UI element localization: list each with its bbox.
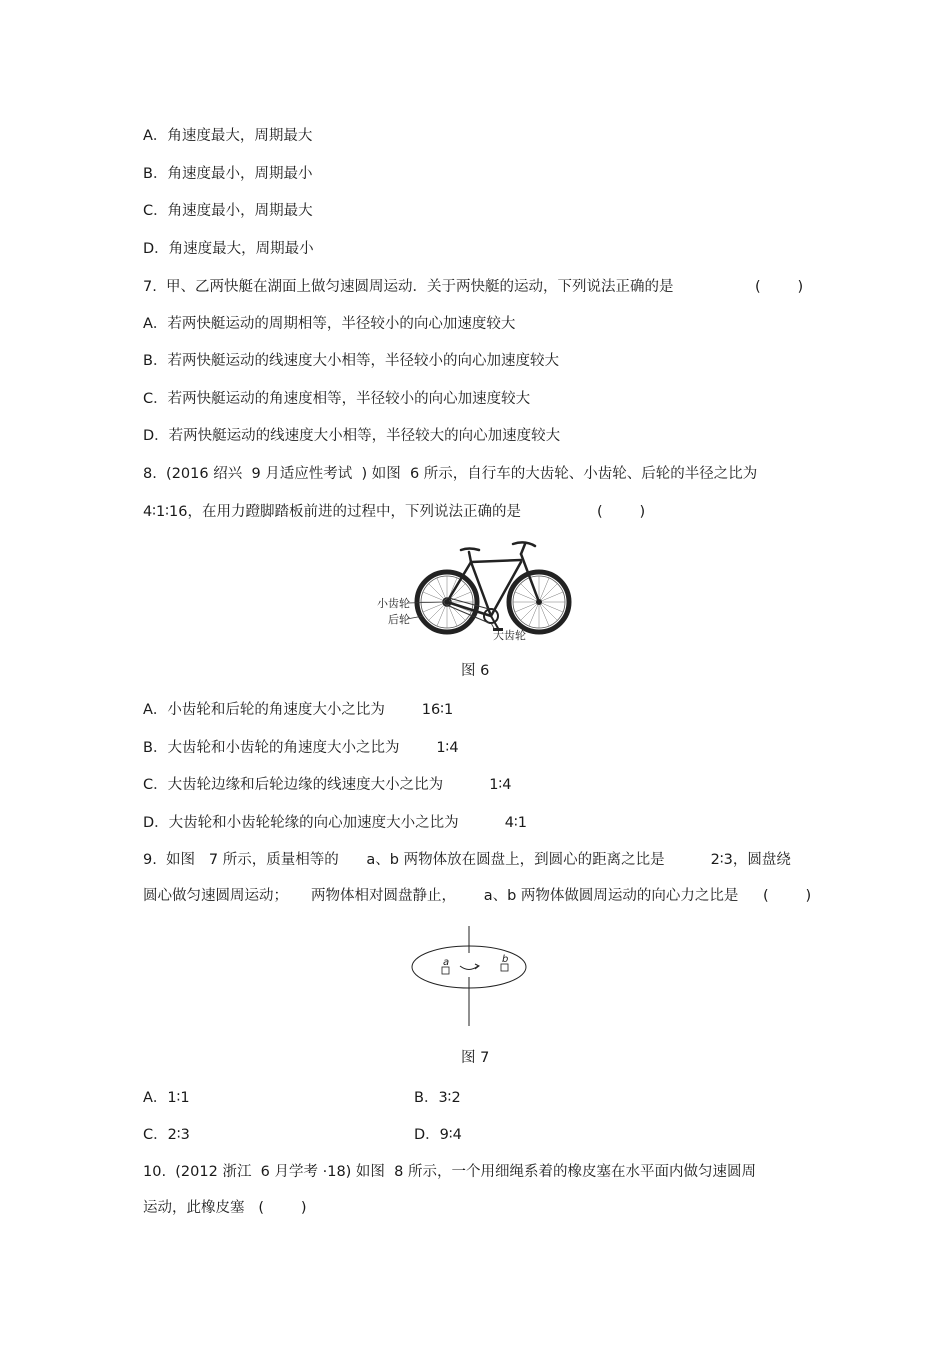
label-b: b — [502, 954, 509, 965]
block-a-icon — [442, 967, 449, 974]
q9-option-d: D．9∶4 — [414, 1127, 462, 1143]
label-rear-wheel: 后轮 — [388, 613, 410, 626]
q9-option-a: A．1∶1 — [143, 1090, 190, 1106]
label-big-gear: 大齿轮 — [493, 629, 526, 642]
q9-stem-line2: 圆心做匀速圆周运动； 两物体相对圆盘静止， a、b 两物体做圆周运动的向心力之比是 — [143, 888, 739, 904]
q8-option-d: D．大齿轮和小齿轮轮缘的向心加速度大小之比为 4∶1 — [143, 815, 527, 831]
q9-stem-line1: 9. 如图 7 所示，质量相等的 a、b 两物体放在圆盘上，到圆心的距离之比是 2∶3，圆盘绕 — [143, 852, 791, 868]
q9-option-b: B．3∶2 — [414, 1090, 461, 1106]
label-a: a — [443, 957, 450, 968]
figure-7-caption: 图 7 — [461, 1050, 490, 1066]
q8-stem-line2: 4∶1∶16，在用力蹬脚踏板前进的过程中，下列说法正确的是 — [143, 504, 521, 520]
q8-option-b: B．大齿轮和小齿轮的角速度大小之比为 1∶4 — [143, 740, 459, 756]
q7-option-b: B．若两快艇运动的线速度大小相等，半径较小的向心加速度较大 — [143, 353, 559, 369]
bicycle-figure — [375, 538, 585, 643]
bicycle-frame-icon — [447, 542, 539, 616]
q9-option-c: C．2∶3 — [143, 1127, 190, 1143]
q10-stem-line2: 运动，此橡皮塞 ( ) — [143, 1200, 307, 1216]
q8-stem-line1: 8. (2016 绍兴 9 月适应性考试 ) 如图 6 所示，自行车的大齿轮、小齿轮、后轮的半径之比为 — [143, 466, 758, 482]
q6-option-c: C．角速度最小，周期最大 — [143, 203, 313, 219]
q7-option-c: C．若两快艇运动的角速度相等，半径较小的向心加速度较大 — [143, 391, 531, 407]
disk-figure — [405, 920, 535, 1030]
q7-stem: 7. 甲、乙两快艇在湖面上做匀速圆周运动．关于两快艇的运动，下列说法正确的是 — [143, 279, 674, 295]
q7-option-a: A．若两快艇运动的周期相等，半径较小的向心加速度较大 — [143, 316, 516, 332]
q6-option-d: D．角速度最大，周期最小 — [143, 241, 314, 257]
q6-option-b: B．角速度最小，周期最小 — [143, 166, 313, 182]
q7-option-d: D．若两快艇运动的线速度大小相等，半径较大的向心加速度较大 — [143, 428, 561, 444]
label-small-gear: 小齿轮 — [377, 597, 410, 610]
q8-answer-paren: ( ) — [597, 504, 646, 520]
q6-option-a: A．角速度最大，周期最大 — [143, 128, 313, 144]
figure-6-caption: 图 6 — [461, 663, 490, 679]
q9-answer-paren: ( ) — [763, 888, 812, 904]
q8-option-c: C．大齿轮边缘和后轮边缘的线速度大小之比为 1∶4 — [143, 777, 512, 793]
q8-option-a: A．小齿轮和后轮的角速度大小之比为 16∶1 — [143, 702, 454, 718]
q7-answer-paren: ( ) — [755, 279, 804, 295]
block-b-icon — [501, 964, 508, 971]
q10-stem-line1: 10. (2012 浙江 6 月学考 ·18) 如图 8 所示，一个用细绳系着的橡皮塞在水平面内做匀速圆周 — [143, 1164, 756, 1180]
